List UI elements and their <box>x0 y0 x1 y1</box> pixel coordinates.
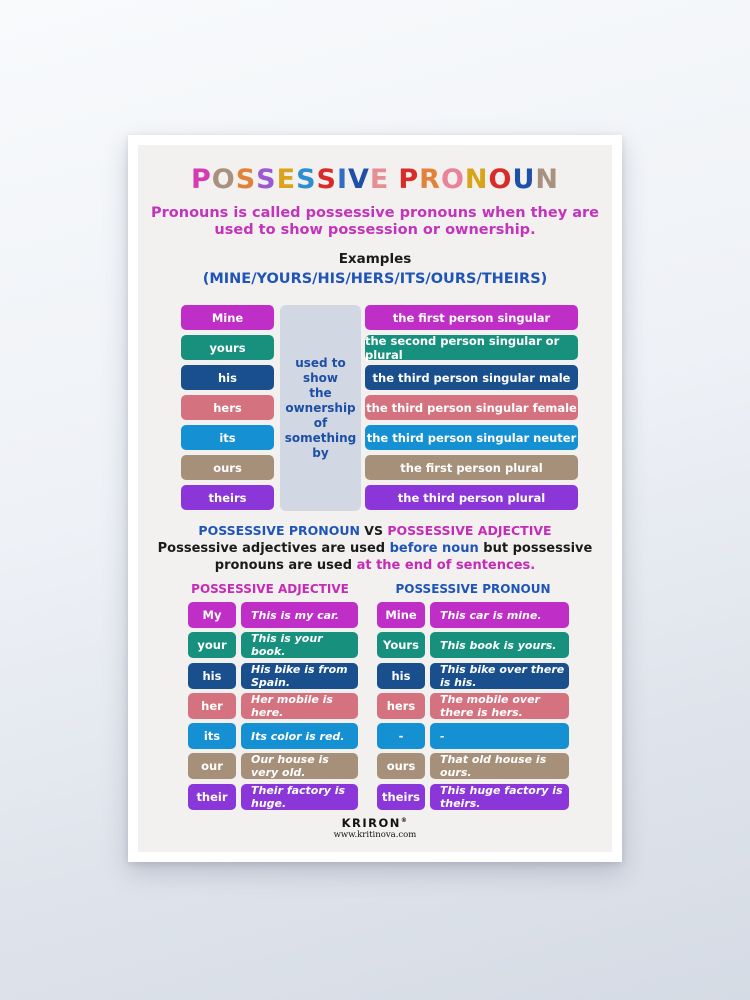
text-segment: but possessive <box>478 541 593 556</box>
text-segment: before noun <box>389 541 479 556</box>
pronoun-example-pill: - <box>430 723 569 749</box>
pronoun-description-pill: the third person singular female <box>365 395 578 420</box>
examples-heading: Examples <box>338 251 412 267</box>
adjective-pill: My <box>188 602 236 628</box>
middle-box-line: show <box>302 370 338 385</box>
comparison-row <box>138 723 612 749</box>
adjective-pill: her <box>188 693 236 719</box>
adjective-example-pill: Its color is red. <box>241 723 358 749</box>
subtitle-line: used to show possession or ownership. <box>214 222 536 238</box>
pronoun-example-pill: The mobile over there is hers. <box>430 693 569 719</box>
poster-title <box>138 163 612 197</box>
title-letter: N <box>535 164 560 195</box>
pronoun-pill: hers <box>181 395 274 420</box>
explanation-line <box>138 541 612 558</box>
title-letter: P <box>398 164 420 195</box>
pronoun-pill: his <box>181 365 274 390</box>
pronoun-pill: his <box>377 663 425 689</box>
title-letter: E <box>276 164 297 195</box>
website-url: www.kritinova.com <box>333 830 417 840</box>
comparison-row <box>138 784 612 810</box>
pronoun-table-left-column <box>181 305 274 515</box>
title-letter: O <box>488 164 513 195</box>
title-letter: O <box>211 164 236 195</box>
title-letter: V <box>348 164 370 195</box>
adjective-pill: their <box>188 784 236 810</box>
adjective-pill: his <box>188 663 236 689</box>
title-letter: N <box>464 164 489 195</box>
text-segment: POSSESSIVE PRONOUN <box>198 523 360 538</box>
pronoun-table-middle-box <box>280 305 361 511</box>
title-letter: S <box>316 164 337 195</box>
adjective-example-pill: This is your book. <box>241 632 358 658</box>
adjective-pill: our <box>188 753 236 779</box>
comparison-row <box>138 632 612 658</box>
pronoun-description-pill: the third person singular neuter <box>365 425 578 450</box>
title-letter: O <box>440 164 465 195</box>
pronoun-description-pill: the first person singular <box>365 305 578 330</box>
comparison-table <box>138 602 612 814</box>
pronoun-pill: Mine <box>181 305 274 330</box>
subtitle-line: Pronouns is called possessive pronouns when they are <box>151 205 599 221</box>
poster-content <box>138 145 612 852</box>
title-letter: R <box>419 164 441 195</box>
registered-mark: ® <box>400 817 409 825</box>
text-segment: at the end of sentences. <box>356 557 536 573</box>
vs-section-heading <box>138 523 612 538</box>
text-segment: POSSESSIVE ADJECTIVE <box>387 523 552 538</box>
brand-logo: KRIRON® <box>341 816 409 830</box>
possessive-pronoun-header: POSSESSIVE PRONOUN <box>395 582 551 596</box>
pronoun-example-pill: This bike over there is his. <box>430 663 569 689</box>
pronoun-pill: theirs <box>377 784 425 810</box>
pronoun-description-pill: the third person singular male <box>365 365 578 390</box>
middle-box-line: the ownership <box>285 385 356 415</box>
pronoun-pill: theirs <box>181 485 274 510</box>
middle-box-line: by <box>312 445 329 460</box>
title-letter: E <box>369 164 390 195</box>
pronoun-pill: yours <box>181 335 274 360</box>
text-segment: pronouns are used <box>214 557 357 573</box>
title-letter: S <box>296 164 317 195</box>
pronoun-example-pill: This huge factory is theirs. <box>430 784 569 810</box>
middle-box-text <box>280 356 361 461</box>
text-segment: Possessive adjectives are used <box>157 541 390 556</box>
comparison-row <box>138 663 612 689</box>
poster <box>128 135 622 862</box>
pronoun-example-pill: That old house is ours. <box>430 753 569 779</box>
pronoun-pill: hers <box>377 693 425 719</box>
pronoun-pill: - <box>377 723 425 749</box>
adjective-example-pill: His bike is from Spain. <box>241 663 358 689</box>
examples-pronoun-list: (MINE/YOURS/HIS/HERS/ITS/OURS/THEIRS) <box>202 271 548 287</box>
adjective-example-pill: Our house is very old. <box>241 753 358 779</box>
title-letter: S <box>256 164 277 195</box>
adjective-example-pill: Her mobile is here. <box>241 693 358 719</box>
middle-box-line: of something <box>284 415 357 445</box>
adjective-pill: its <box>188 723 236 749</box>
adjective-example-pill: This is my car. <box>241 602 358 628</box>
text-segment: VS <box>359 523 388 538</box>
pronoun-example-pill: This book is yours. <box>430 632 569 658</box>
pronoun-description-pill: the third person plural <box>365 485 578 510</box>
comparison-row <box>138 693 612 719</box>
pronoun-pill: ours <box>377 753 425 779</box>
adjective-example-pill: Their factory is huge. <box>241 784 358 810</box>
adjective-pill: your <box>188 632 236 658</box>
pronoun-example-pill: This car is mine. <box>430 602 569 628</box>
possessive-adjective-header: POSSESSIVE ADJECTIVE <box>191 582 349 596</box>
pronoun-pill: its <box>181 425 274 450</box>
pronoun-description-pill: the second person singular or plural <box>365 335 578 360</box>
title-letter: S <box>235 164 257 195</box>
vs-section-explanation <box>138 541 612 574</box>
title-letter: P <box>190 164 212 195</box>
middle-box-line: used to <box>295 355 346 370</box>
footer <box>138 816 612 840</box>
pronoun-pill: Mine <box>377 602 425 628</box>
pronoun-description-pill: the first person plural <box>365 455 578 480</box>
explanation-line <box>138 558 612 575</box>
poster-subtitle <box>138 205 612 239</box>
pronoun-table-right-column <box>365 305 578 515</box>
pronoun-pill: ours <box>181 455 274 480</box>
comparison-row <box>138 753 612 779</box>
comparison-row <box>138 602 612 628</box>
title-letter: I <box>336 164 349 195</box>
pronoun-pill: Yours <box>377 632 425 658</box>
title-letter: U <box>512 164 536 195</box>
